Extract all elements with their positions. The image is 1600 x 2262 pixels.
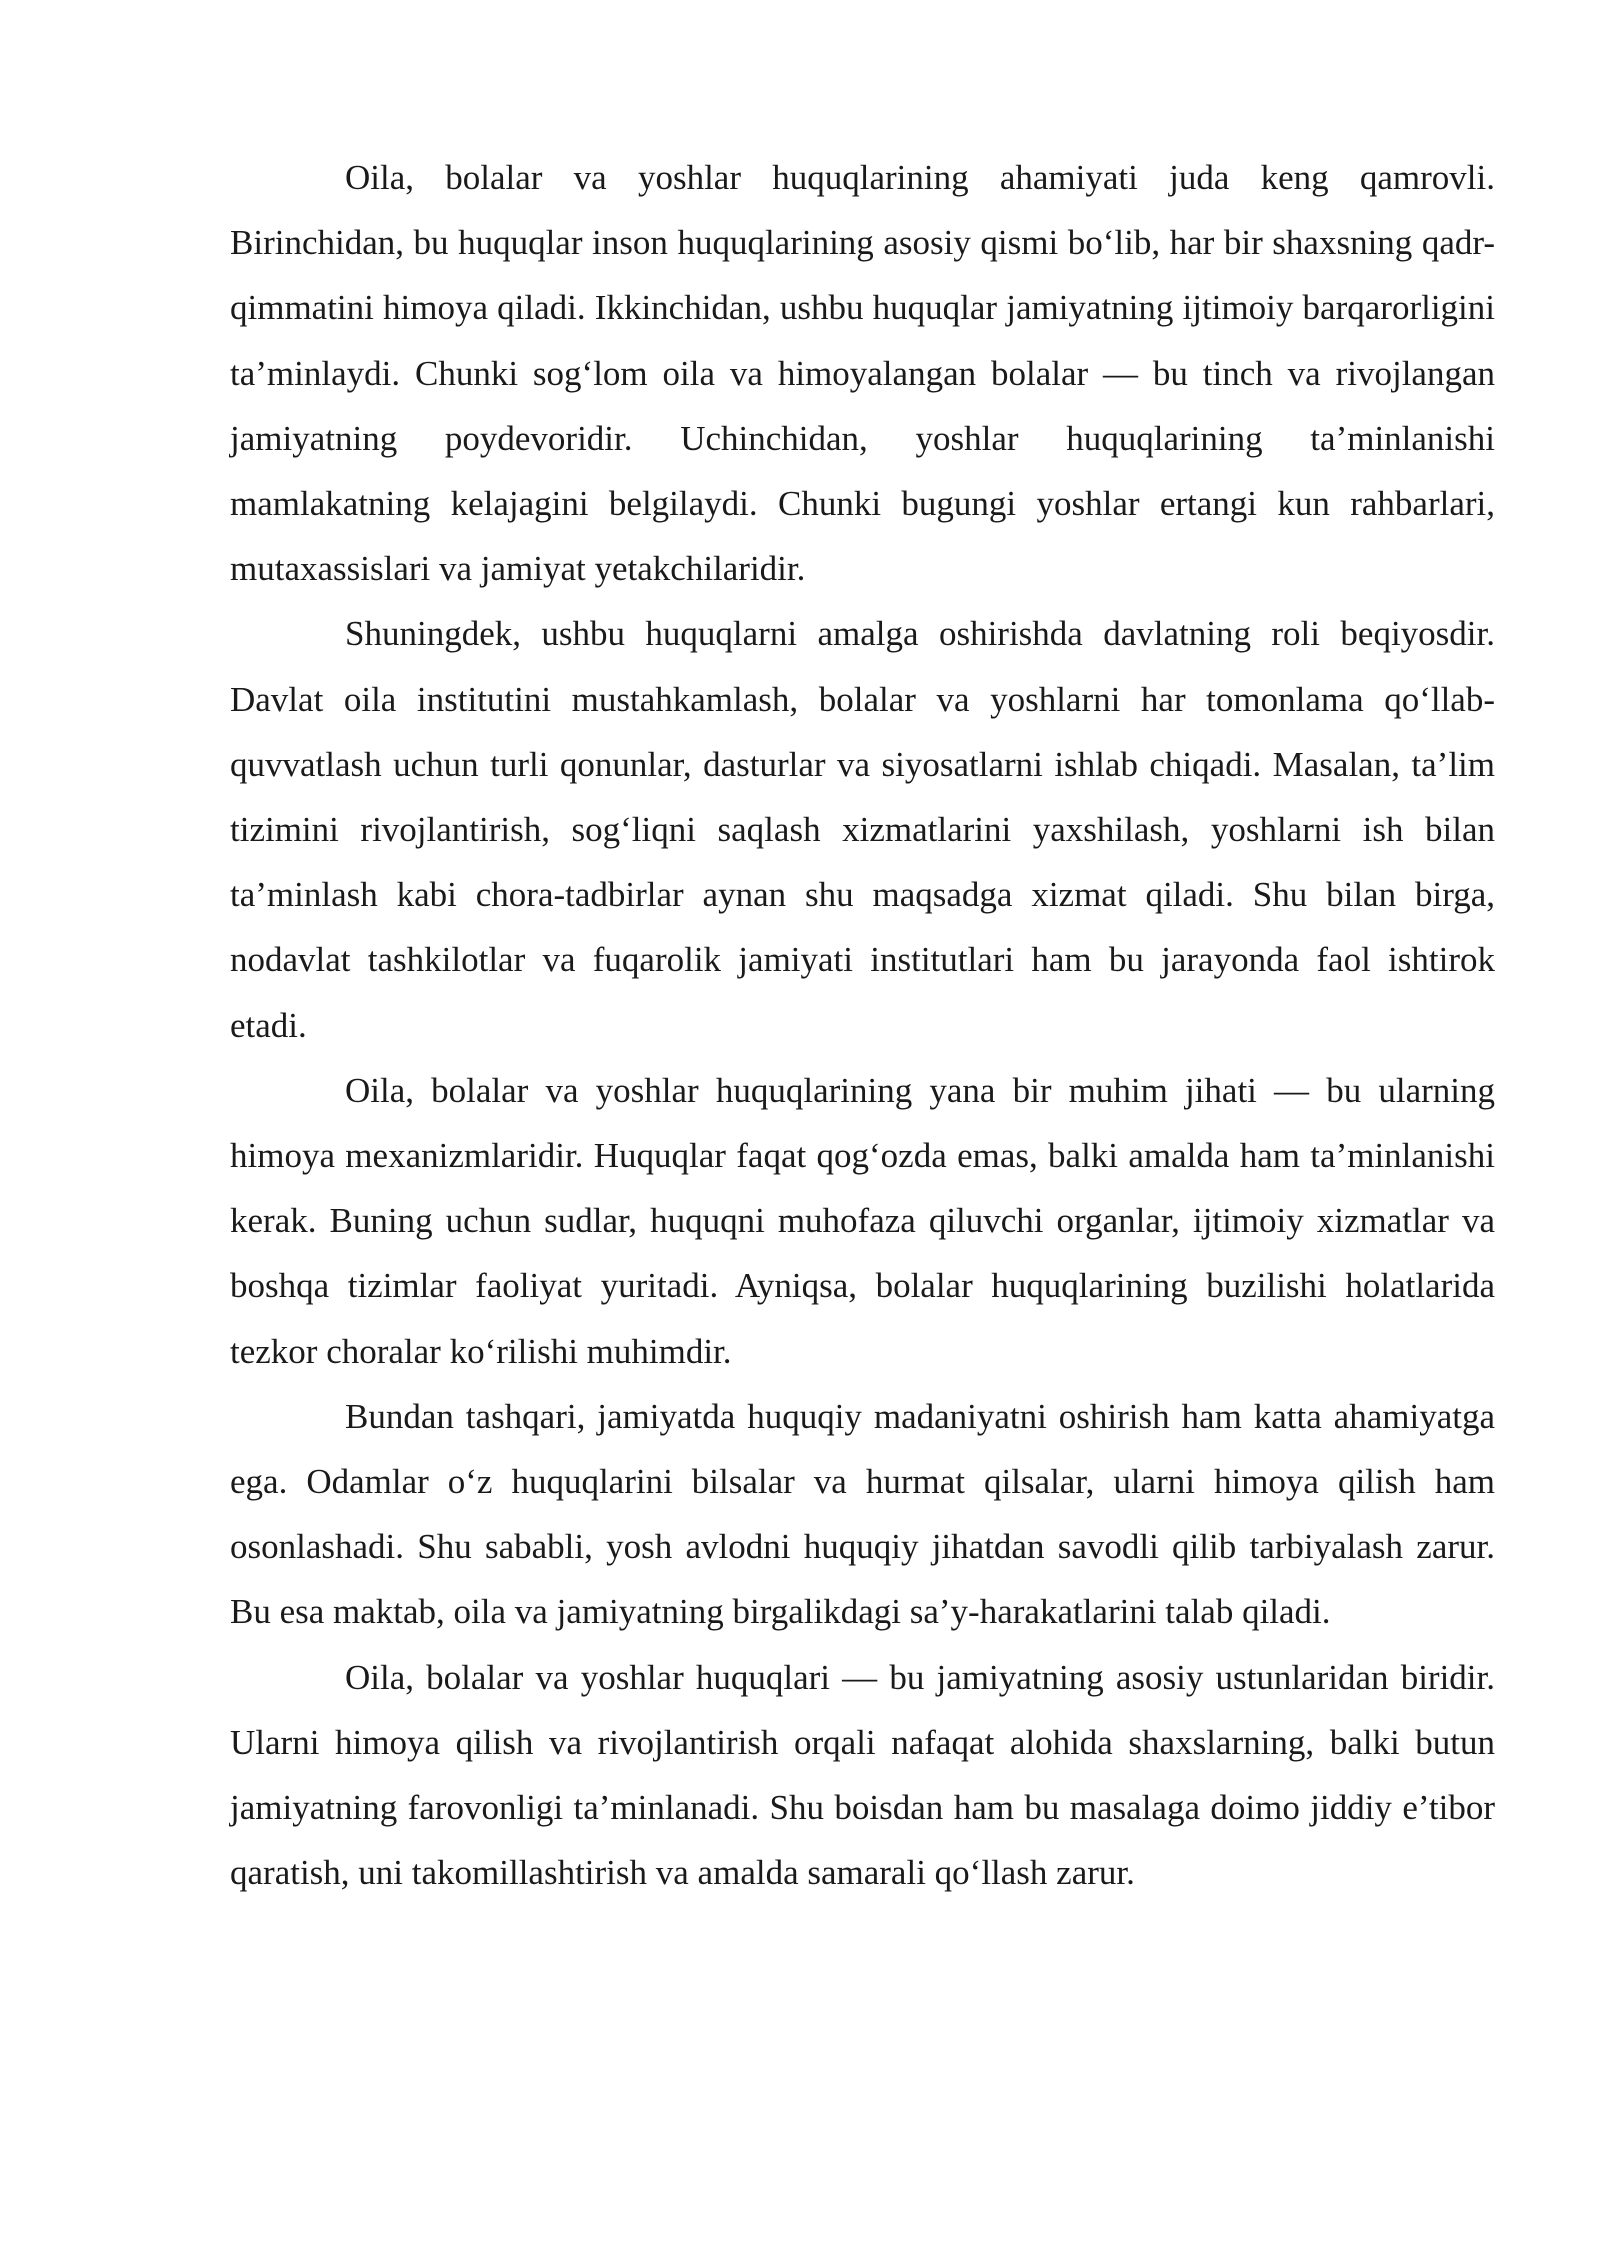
paragraph-1: Oila, bolalar va yoshlar huquqlarining ahamiyati juda keng qamrovli. Birinchidan, bu huquqlar inson huquqlarining asosiy qismi bo‘lib, har bir shaxsning qadr-qimmatini himoya qiladi. Ikkinchidan, ushbu huquqlar jamiyatning ijtimoiy barqarorligini ta’minlaydi. Chunki sog‘lom oila va himoyalangan bolalar — bu tinch va rivojlangan jamiyatning poydevoridir. Uchinchidan, yoshlar huquqlarining ta’minlanishi mamlakatning kelajagini belgilaydi. Chunki bugungi yoshlar ertangi kun rahbarlari, mutaxassislari va jamiyat yetakchilaridir. (230, 158, 1495, 589)
paragraph-2: Shuningdek, ushbu huquqlarni amalga oshirishda davlatning roli beqiyosdir. Davlat oila institutini mustahkamlash, bolalar va yoshlarni har tomonlama qo‘llab-quvvatlash uchun turli qonunlar, dasturlar va siyosatlarni ishlab chiqadi. Masalan, ta’lim tizimini rivojlantirish, sog‘liqni saqlash xizmatlarini yaxshilash, yoshlarni ish bilan ta’minlash kabi chora-tadbirlar aynan shu maqsadga xizmat qiladi. Shu bilan birga, nodavlat tashkilotlar va fuqarolik jamiyati institutlari ham bu jarayonda faol ishtirok etadi. (230, 614, 1495, 1045)
paragraph-4: Bundan tashqari, jamiyatda huquqiy madaniyatni oshirish ham katta ahamiyatga ega. Odamlar o‘z huquqlarini bilsalar va hurmat qilsalar, ularni himoya qilish ham osonlashadi. Shu sababli, yosh avlodni huquqiy jihatdan savodli qilib tarbiyalash zarur. Bu esa maktab, oila va jamiyatning birgalikdagi sa’y-harakatlarini talab qiladi. (230, 1396, 1495, 1632)
paragraph-3: Oila, bolalar va yoshlar huquqlarining yana bir muhim jihati — bu ularning himoya mexanizmlaridir. Huquqlar faqat qog‘ozda emas, balki amalda ham ta’minlanishi kerak. Buning uchun sudlar, huquqni muhofaza qiluvchi organlar, ijtimoiy xizmatlar va boshqa tizimlar faoliyat yuritadi. Ayniqsa, bolalar huquqlarining buzilishi holatlarida tezkor choralar ko‘rilishi muhimdir. (230, 1070, 1495, 1371)
paragraph-5: Oila, bolalar va yoshlar huquqlari — bu jamiyatning asosiy ustunlaridan biridir. Ularni himoya qilish va rivojlantirish orqali nafaqat alohida shaxslarning, balki butun jamiyatning farovonligi ta’minlanadi. Shu boisdan ham bu masalaga doimo jiddiy e’tibor qaratish, uni takomillashtirish va amalda samarali qo‘llash zarur. (230, 1657, 1495, 1893)
document-body (230, 145, 1495, 1905)
